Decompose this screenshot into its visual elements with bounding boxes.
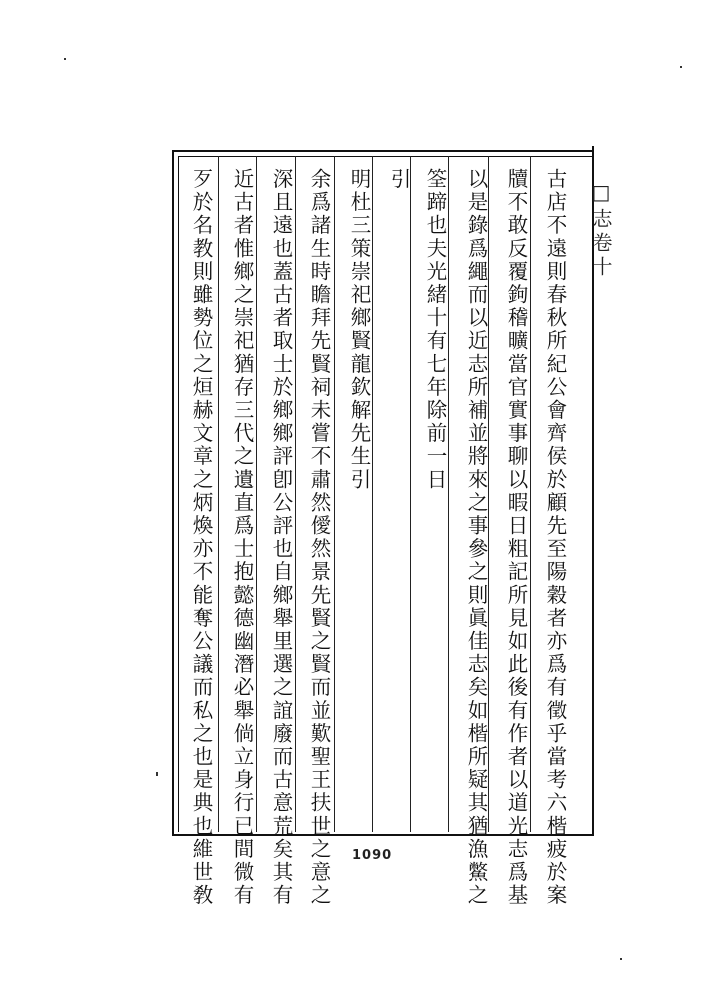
text-column-1: 古店不遠則春秋所紀公會齊侯於顧先至陽穀者亦爲有徵乎當考六楷疲於案: [543, 168, 567, 908]
scan-speck: [64, 58, 66, 60]
text-column-2: 牘不敢反覆鉤稽曠當官實事聊以暇日粗記所見如此後有作者以道光志爲基: [504, 168, 528, 908]
text-column-8: 深且遠也蓋古者取士於鄉鄉評卽公評也自鄉舉里選之誼廢而古意荒矣其有: [269, 168, 293, 908]
text-column-9: 近古者惟鄉之崇祀猶存三代之遺直爲士抱懿德幽潛必舉倘立身行已間微有: [230, 168, 254, 908]
text-column-10: 歹於名教則雖勢位之烜赫文章之炳煥亦不能奪公議而私之也是典也維世敎: [189, 168, 213, 908]
page-number: 1090: [352, 848, 393, 863]
scan-speck: [680, 66, 682, 68]
article-title: 明杜三策崇祀鄉賢龍欽解先生引: [347, 168, 371, 492]
scan-speck: [620, 958, 622, 960]
column-rule: [218, 156, 219, 832]
text-column-3: 以是錄爲繩而以近志所補並將來之事參之則眞佳志矣如楷所疑其猶漁鱉之: [464, 168, 488, 908]
frame-inner-left-rule: [178, 156, 179, 832]
text-column-7: 余爲諸生時瞻拜先賢祠未嘗不肅然僾然景先賢之賢而並歎聖王扶世之意之: [307, 168, 331, 908]
text-column-4: 筌蹄也夫光緒十有七年除前一日: [423, 168, 447, 492]
scan-speck: [156, 772, 158, 776]
running-header: □志卷十: [589, 180, 613, 280]
column-rule: [334, 156, 335, 832]
section-heading: 引: [387, 168, 411, 192]
